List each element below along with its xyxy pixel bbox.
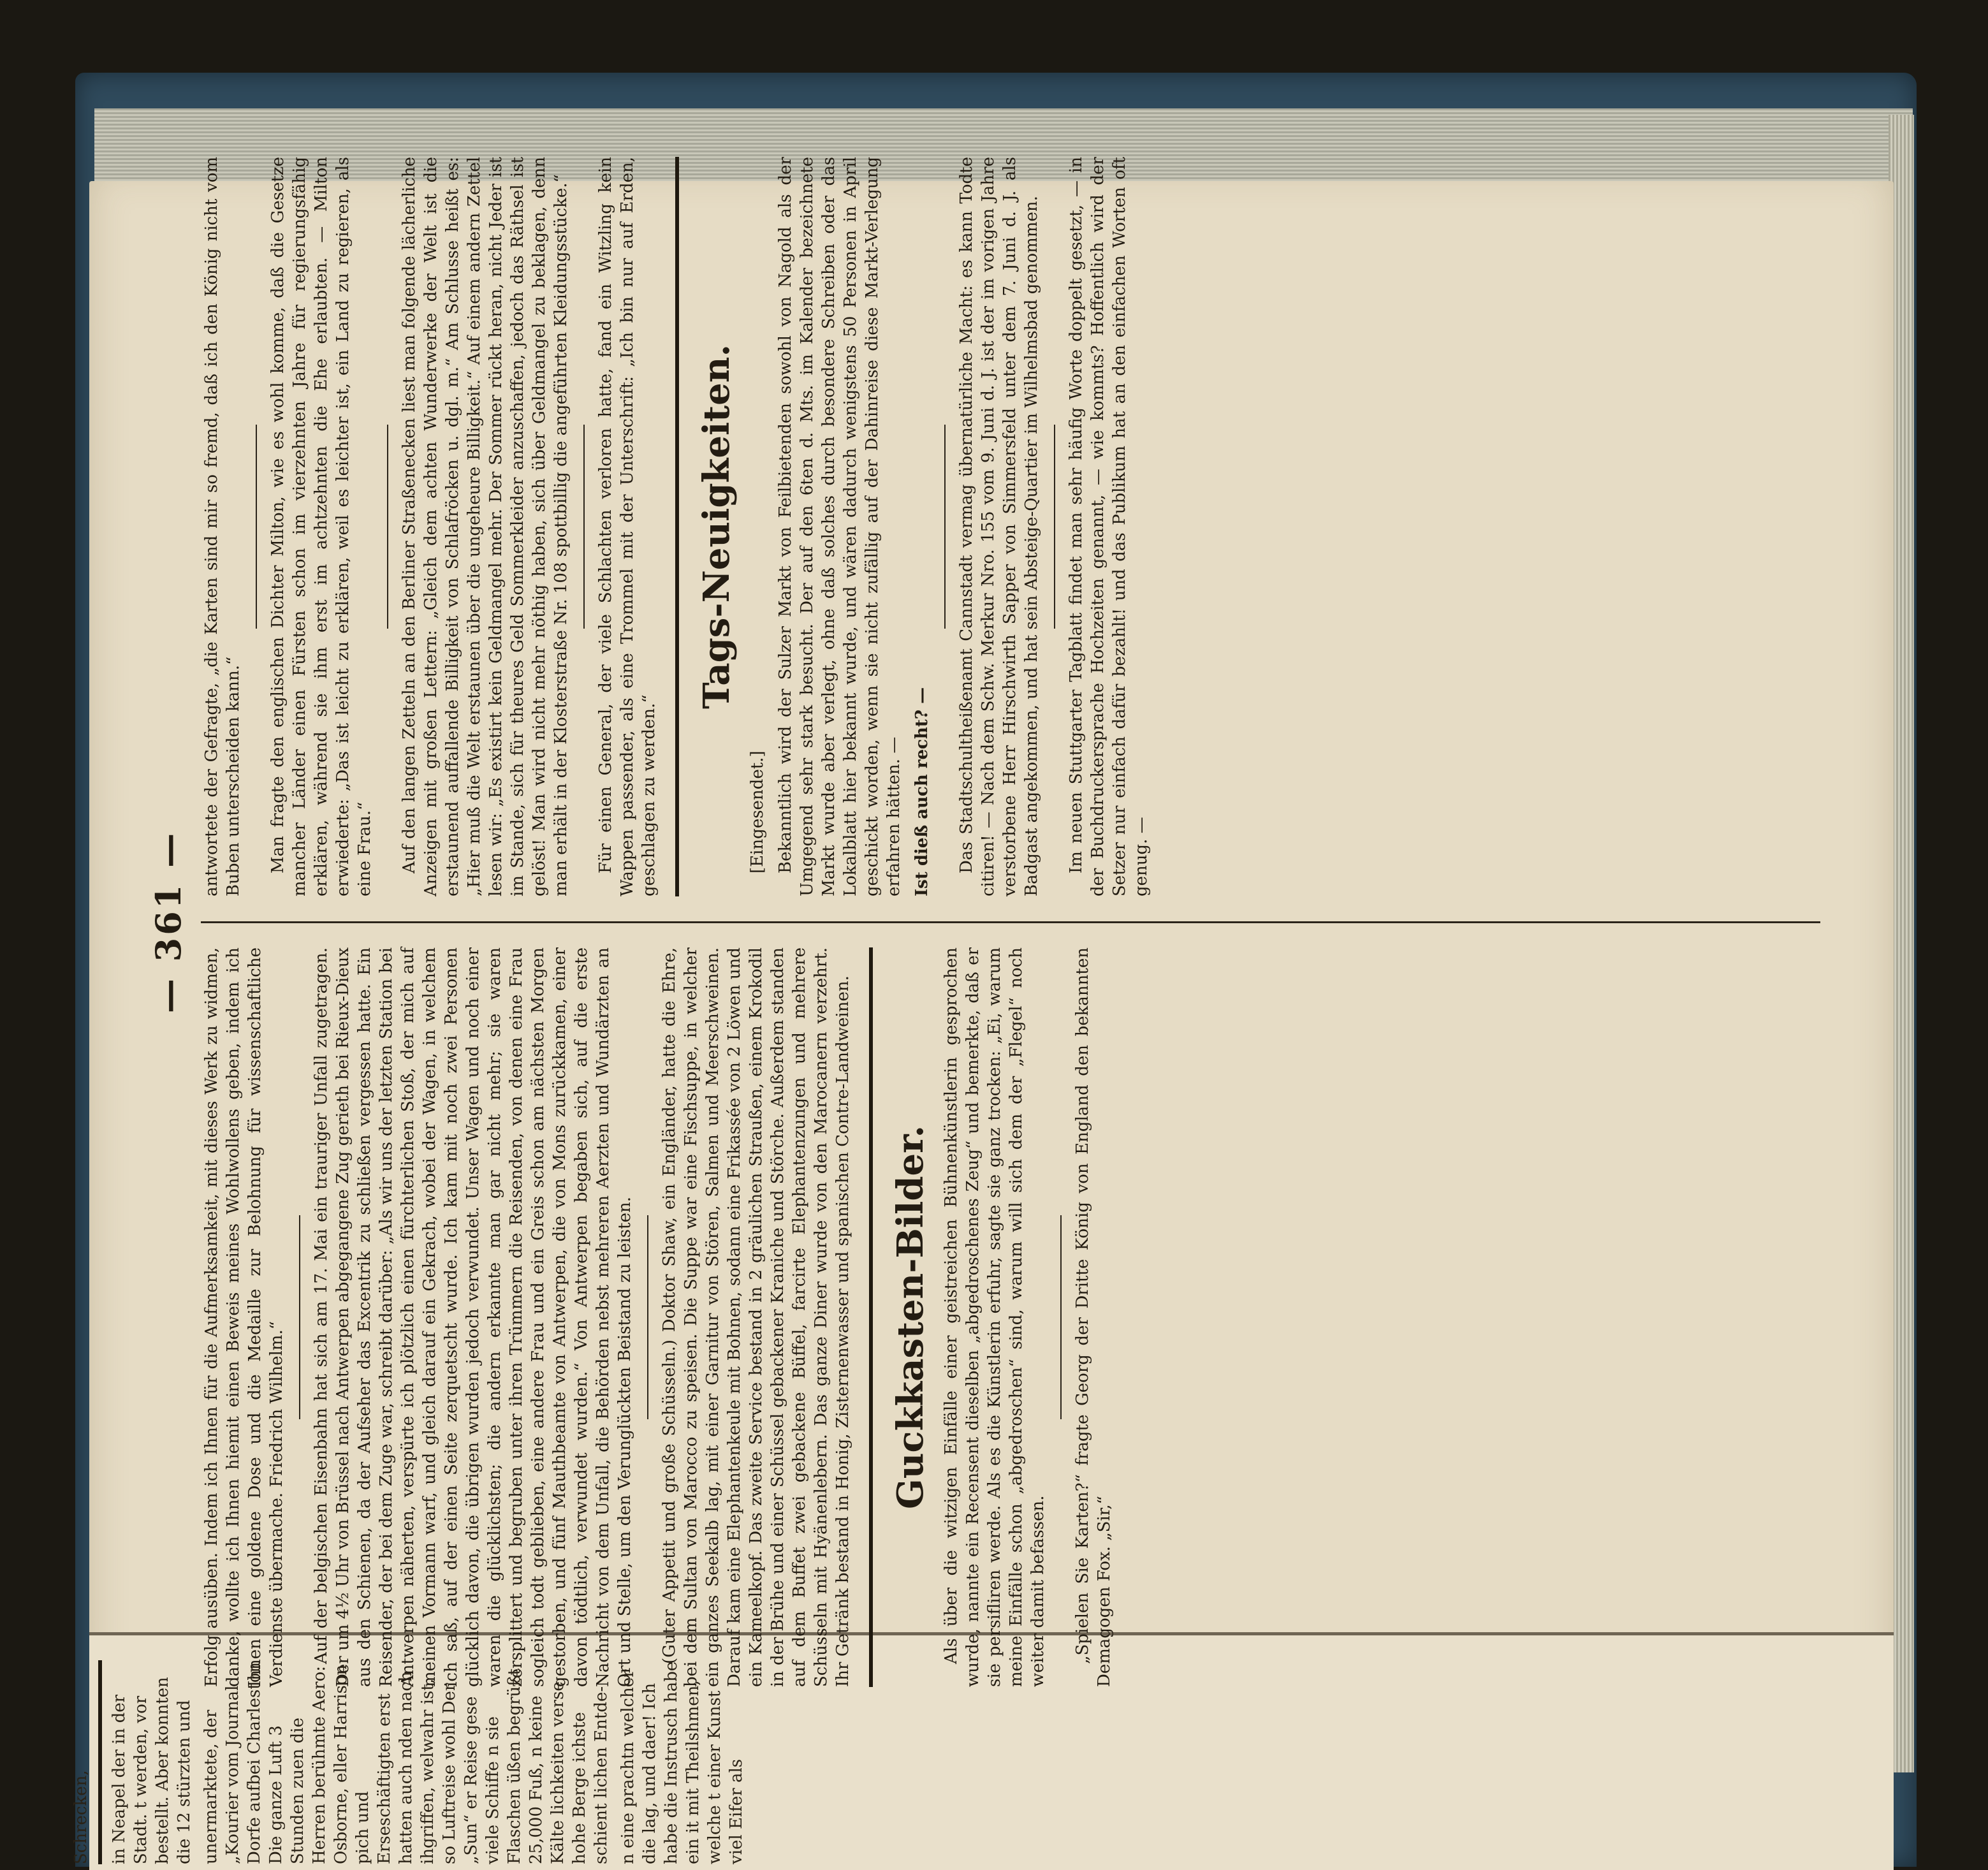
eingesendet-label: [Eingesendet.]: [748, 750, 767, 873]
section-heading: Guckkasten-Bilder.: [889, 1125, 932, 1510]
facing-line: Schrecken,: [71, 1770, 91, 1864]
paragraph: Auf den langen Zetteln an den Berliner Straßenecken liest man folgende lächerliche Anzeigen mit großen Lettern: „Gleich dem achten Wunderwerke der Welt ist die erstaunend auffallende Billigkeit von Schlafröcken u. dgl. m.“ Am Schlusse heißt es: „Hier muß die Welt erstaunen über die ungeheure Billigkeit.“ Auf einem andern Zettel lesen wir: „Es existirt kein Geldmangel mehr. Der Sommer rückt heran, nicht Jeder ist im Stande, sich für theures Geld Sommerkleider anzuschaffen, jedoch das Räthsel ist gelöst! Man wird nicht mehr nöthig haben, sich über Geldmangel zu beklagen, denn man erhält in der Klosterstraße Nr. 108 spottbillig die angeführten Kleidungsstücke.“: [400, 157, 571, 896]
paragraph: Man fragte den englischen Dichter Milton, wie es wohl komme, daß die Gesetze mancher Länder einen Fürsten schon im vierzehnten Jahre für regierungsfähig erklären, während sie ihm erst im achtzehnten die Ehe erlaubten. — Milton erwiederte: „Das ist leicht zu erklären, weil es leichter ist, ein Land zu regieren, als eine Frau.“: [268, 157, 374, 896]
paragraph: Im neuen Stuttgarter Tagblatt findet man sehr häufig Worte doppelt gesetzt, — in der Buchdruckersprache Hochzeiten genannt, — wie kommts? Hoffentlich wird der Setzer nur einfach dafür bezahlt! und das Publikum hat an den einfachen Worten oft genug. —: [1067, 157, 1151, 896]
column-divider: [201, 921, 1820, 923]
separator-rule: [256, 425, 257, 629]
paragraph: Auf der belgischen Eisenbahn hat sich am 17. Mai ein trauriger Unfall zugetragen. Der um 4½ Uhr von Brüssel nach Antwerpen abgegangene Zug gerieth bei Rieux-Dieux aus den Schienen, da der Aufseher das Excentrik zu schließen vergessen hatte. Ein Reisender, der bei dem Zuge war, schreibt darüber: „Als wir uns der letzten Station bei Antwerpen näherten, verspürte ich plötzlich einen fürchterlichen Stoß, der mich auf meinen Vormann warf, und gleich darauf ein Gekrach, wobei der Wagen, in welchem ich saß, auf der einen Seite zerquetscht wurde. Ich kam mit noch zwei Personen glücklich davon, die übrigen wurden jedoch verwundet. Unser Wagen und noch einer waren die glücklichsten; die andern erkannte man gar nicht mehr; sie waren zersplittert und begruben unter ihren Trümmern die Reisenden, von denen eine Frau sogleich todt geblieben, eine andere Frau und ein Greis schon am nächsten Morgen gestorben, und fünf Mauthbeamte von Antwerpen, die von Mons zurückkamen, einer davon tödtlich, verwundet wurden.“ Von Antwerpen begaben sich, auf die erste Nachricht von dem Unfall, die Behörden nebst mehreren Aerzten und Wundärzten an Ort und Stelle, um den Verunglückten Beistand zu leisten.: [312, 947, 634, 1687]
left-column: [201, 947, 1820, 1687]
separator-rule: [299, 1215, 300, 1419]
separator-rule: [387, 425, 388, 629]
separator-rule: [944, 425, 946, 629]
paragraph: Das Stadtschultheißenamt Cannstadt vermag übernatürliche Macht: es kann Todte citiren! — Nach dem Schw. Merkur Nro. 155 vom 9. Juni d. J. ist der im vorigen Jahre verstorbene Herr Hirschwirth Sapper von Simmersfeld unter dem 7. Juni d. J. als Badgast angekommen, und hat sein Absteige-Quartier im Wilhelmsbad genommen.: [957, 157, 1041, 896]
paragraph-emphasis: Ist dieß auch recht? —: [912, 687, 932, 896]
separator-rule: [583, 425, 585, 629]
separator-rule: [647, 1215, 648, 1419]
facing-paragraph: unermarktete, der „Kourier vom Journal Dorfe aufbei Charleston Die ganze Luft 3 Stunden zuen die Herren berühmte Aero: Osborne, eller Harrison pich und Erseschäftigten erst hatten auch nden nach ihgriffen, welwahr ist, so Luftreise wohl Der „Sun“ er Reise gese viele Schiffe n sie Flaschen üßen begrüßt 25,000 Fuß, n keine Kälte lichkeiten verse hohe Berge ichste schient lichen Entde-: [201, 1662, 611, 1864]
paragraph: Erfolg ausüben. Indem ich Ihnen für die Aufmerksamkeit, mit dieses Werk zu widmen, danke, wollte ich Ihnen hiemit einen Beweis meines Wohlwollens geben, indem ich Ihnen eine goldene Dose und die Medaille zur Belohnung für wissenschaftliche Verdienste übermache. Friedrich Wilhelm.“: [202, 947, 286, 1687]
paragraph: Als über die witzigen Einfälle einer geistreichen Bühnenkünstlerin gesprochen wurde, nannte ein Recensent dieselben „abgedroschenes Zeug“ und bemerkte, daß er sie persifliren werde. Als es die Künstlerin erfuhr, sagte sie ganz trocken: „Ei, warum meine Einfälle schon „abgedroschen“ sind, warum will sich dem der „Flegel“ noch weiter damit befassen.: [942, 947, 1048, 1687]
facing-paragraph: in Neapel der in der Stadt. t werden, vor bestellt. Aber konnten die 12 stürzten und: [110, 1677, 194, 1864]
paragraph: „Spielen Sie Karten?“ fragte Georg der Dritte König von England den bekannten Demagogen Fox. „Sir,“: [1073, 947, 1114, 1687]
page-text: [146, 157, 1836, 1687]
page-number: — 361 —: [148, 830, 189, 1014]
paragraph: Für einen General, der viele Schlachten verloren hatte, fand ein Witzling kein Wappen passender, als eine Trommel mit der Unterschrift: „Ich bin nur auf Erden, geschlagen zu werden.“: [596, 157, 659, 896]
section-rule: [869, 947, 873, 1687]
section-heading: Tags-Neuigkeiten.: [696, 344, 738, 709]
separator-rule: [1060, 1215, 1062, 1419]
section-rule: [98, 1660, 102, 1864]
section-rule: [675, 157, 679, 896]
paragraph: Bekanntlich wird der Sulzer Markt von Feilbietenden sowohl von Nagold als der Umgegend sehr stark besucht. Der auf den 6ten d. Mts. im Kalender bezeichnete Markt wurde aber verlegt, ohne daß solches durch besondere Schreiben oder das Lokalblatt hier bekannt wurde, und wären dadurch wenigstens 50 Personen in April geschickt worden, wenn sie nicht zufällig auf der Dahinreise diese Markt-Verlegung erfahren hätten. —: [776, 157, 903, 896]
facing-page-text: [70, 1660, 1333, 1864]
right-column: [201, 157, 1820, 896]
paragraph: antwortete der Gefragte, „die Karten sind mir so fremd, daß ich den König nicht vom Buben unterscheiden kann.“: [202, 157, 243, 896]
paragraph: (Guter Appetit und große Schüsseln.) Doktor Shaw, ein Engländer, hatte die Ehre, bei dem Sultan von Marocco zu speisen. Die Suppe war eine Fischsuppe, in welcher ein ganzes Seekalb lag, mit einer Garnitur von Stören, Salmen und Meerschweinen. Darauf kam eine Elephantenkeule mit Bohnen, sodann eine Frikassée von 2 Löwen und ein Kameelkopf. Das zweite Service bestand in 2 gräulichen Straußen, einem Krokodil in der Brühe und einer Schüssel gebackener Kraniche und Störche. Außerdem standen auf dem Buffet zwei gebackene Büffel, farcirte Elephantenzungen und mehrere Schüsseln mit Hyänenlebern. Das ganze Diner wurde von den Marocanern verzehrt. Ihr Getränk bestand in Honig, Zisternenwasser und spanischen Contre-Landweinen.: [660, 947, 852, 1687]
separator-rule: [1054, 425, 1055, 629]
facing-paragraph: n eine prachtn welcher die lag, und daer! Ich habe die Instrusch habe ein it mit Theilshmen, welche t einer Kunst viel Eifer als: [618, 1661, 746, 1864]
